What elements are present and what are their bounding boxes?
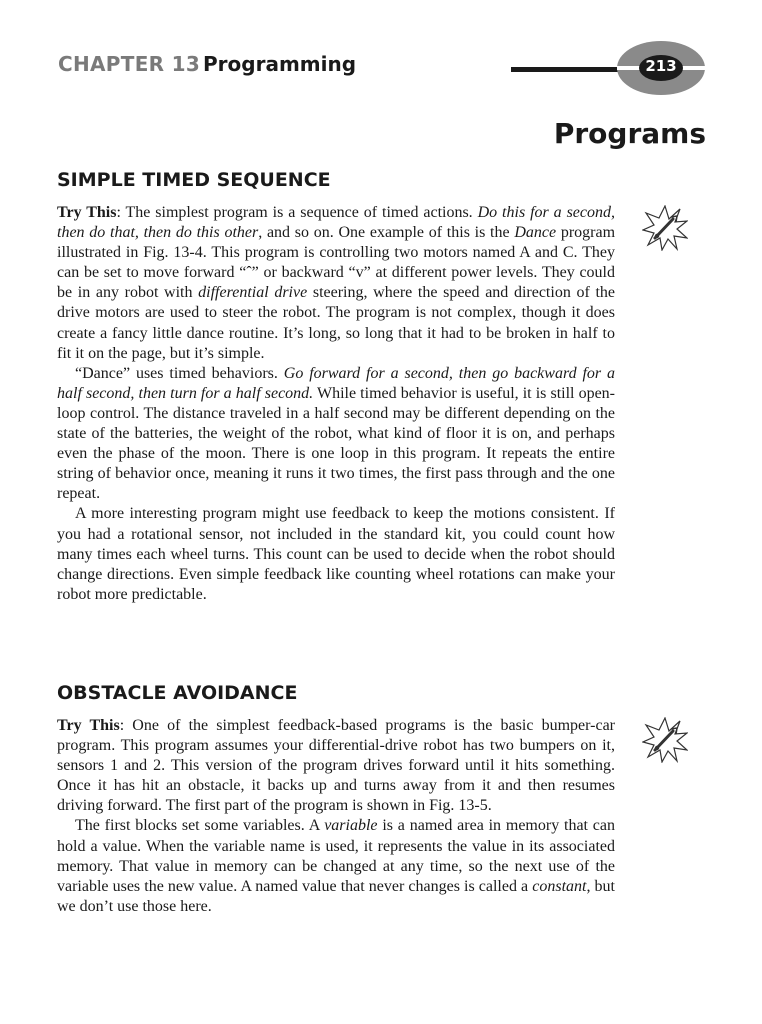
try-this-starburst-icon bbox=[642, 205, 688, 251]
paragraph bbox=[57, 816, 615, 916]
text-run: While timed behavior is useful, it is still open-loop control. The distance traveled in a half second may be different depending on the state of the batteries, the weight of the robot, what kind of floor it is on, and perhaps even the phase of the moon. There is one loop in this program. It repeats the entire string of behavior once, meaning it runs it two times, the first pass through and the one repeat. bbox=[57, 384, 616, 503]
text-run: : One of the simplest feedback-based programs is the basic bumper-car program. This program assumes your differential-drive robot has two bumpers on it, sensors 1 and 2. This version of the program drives forward until it hits something. Once it has hit an obstacle, it backs up and turns away from it and then resumes driving forward. The first part of the program is shown in Fig. 13-5. bbox=[57, 717, 615, 815]
try-this-label: Try This bbox=[57, 204, 117, 221]
emphasis: variable bbox=[324, 817, 378, 835]
try-this-starburst-icon bbox=[642, 717, 688, 763]
paragraph bbox=[57, 364, 615, 505]
text-run: A more interesting program might use feedback to keep the motions consistent. If you had a rotational sensor, not included in the standard kit, you could count how many times each wheel turns. This count can be used to decide when the robot should change directions. Even simple feedback like counting wheel rotations can make your robot more predictable. bbox=[57, 505, 615, 603]
emphasis: Do this for a second, then do that, then do this other bbox=[57, 204, 615, 242]
chapter-number: CHAPTER 13 bbox=[58, 52, 201, 76]
heading-simple-timed-sequence: SIMPLE TIMED SEQUENCE bbox=[57, 169, 331, 191]
heading-obstacle-avoidance: OBSTACLE AVOIDANCE bbox=[57, 682, 298, 704]
page-number: 213 bbox=[645, 57, 677, 75]
section-body bbox=[57, 716, 615, 917]
emphasis: Dance bbox=[514, 224, 557, 242]
try-this-label: Try This bbox=[57, 717, 120, 734]
paragraph bbox=[57, 203, 615, 364]
text-run: program illustrated in Fig. 13-4. This program is controlling two motors named A and C. They can be set to move forward “ˆ” or backward “v” at different power levels. They could be in any robot with bbox=[57, 224, 616, 302]
text-run: : The simplest program is a sequence of timed actions. bbox=[116, 204, 478, 221]
text-run: is a named area in memory that can hold a value. When the variable name is used, it represents the value in its associated memory. That value in memory can be changed at any time, so the next use of the variable uses the new value. A named value that never changes is called a bbox=[57, 817, 616, 895]
text-run: The first blocks set some variables. A bbox=[75, 817, 325, 835]
text-run: “Dance” uses timed behaviors. bbox=[75, 364, 284, 382]
text-run: , and so on. One example of this is the bbox=[258, 224, 515, 242]
paragraph bbox=[57, 716, 615, 816]
paragraph bbox=[57, 504, 615, 604]
text-run: , but we don’t use those here. bbox=[57, 877, 615, 915]
emphasis: Go forward for a second, then go backward for a half second, then turn for a half second. bbox=[57, 364, 615, 402]
chapter-title: Programming bbox=[203, 52, 357, 76]
header-rule bbox=[511, 67, 629, 72]
section-title: Programs bbox=[553, 117, 706, 150]
emphasis: constant bbox=[532, 877, 587, 895]
section-body bbox=[57, 203, 615, 605]
emphasis: differential drive bbox=[198, 284, 308, 302]
text-run: steering, where the speed and direction of the drive motors are used to steer the robot. The program is not complex, though it does create a fancy little dance routine. It’s long, so long that it had to be broken in half to fit it on the page, but it’s simple. bbox=[57, 284, 615, 362]
